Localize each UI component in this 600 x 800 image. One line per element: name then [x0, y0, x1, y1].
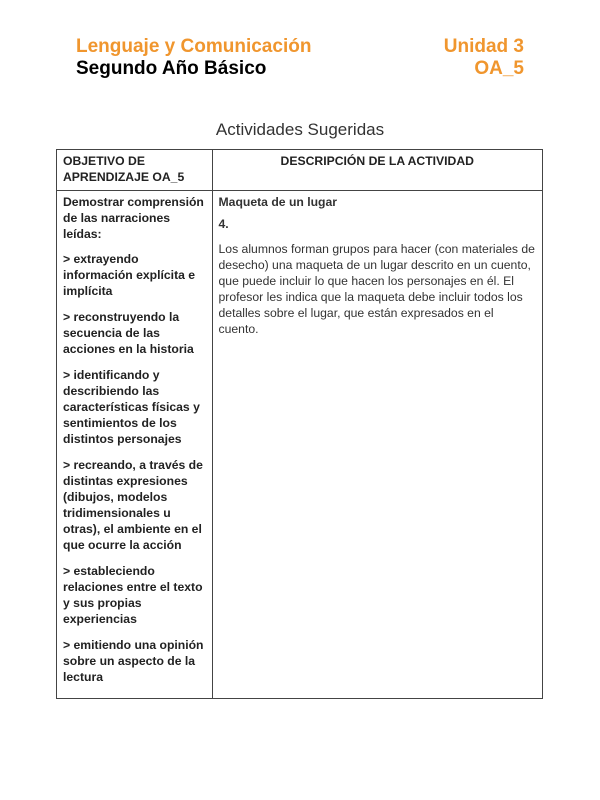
- header-row-top: [76, 36, 524, 58]
- activity-description: Los alumnos forman grupos para hacer (con materiales de desecho) una maqueta de un lugar descrito en un cuento, que puede incluir lo que hacen los personajes en él. El profesor les indica que la maqueta debe incluir todos los detalles sobre el lugar, que están expresados en el cuento.: [218, 242, 535, 336]
- objective-column-header: OBJETIVO DE APRENDIZAJE OA_5: [57, 150, 213, 191]
- document-header: [76, 36, 524, 80]
- header-row-bottom: [76, 58, 524, 80]
- unit-label: Unidad 3: [443, 36, 524, 57]
- table-header-row: [57, 150, 543, 191]
- activity-table: [56, 149, 543, 699]
- subject-title: Lenguaje y Comunicación: [76, 36, 312, 57]
- objective-intro: Demostrar comprensión de las narraciones leídas:: [63, 195, 204, 241]
- objective-item: > reconstruyendo la secuencia de las acciones en la historia: [63, 310, 194, 356]
- description-cell: [212, 191, 542, 699]
- activity-number: 4.: [218, 217, 229, 231]
- objective-cell: [57, 191, 213, 699]
- oa-code-label: OA_5: [474, 58, 524, 79]
- table-row: [57, 191, 543, 699]
- objective-item: > emitiendo una opinión sobre un aspecto de la lectura: [63, 638, 204, 684]
- description-column-header: DESCRIPCIÓN DE LA ACTIVIDAD: [212, 150, 542, 191]
- objective-item: > estableciendo relaciones entre el texto y sus propias experiencias: [63, 564, 203, 626]
- activity-name: Maqueta de un lugar: [218, 195, 338, 209]
- section-title: Actividades Sugeridas: [215, 120, 385, 139]
- objective-item: > recreando, a través de distintas expresiones (dibujos, modelos tridimensionales u otras), el ambiente en el que ocurre la acción: [63, 458, 203, 552]
- objective-item: > extrayendo información explícita e implícita: [63, 252, 196, 298]
- objective-item: > identificando y describiendo las características físicas y sentimientos de los distintos personajes: [63, 368, 200, 446]
- grade-label: Segundo Año Básico: [76, 58, 267, 79]
